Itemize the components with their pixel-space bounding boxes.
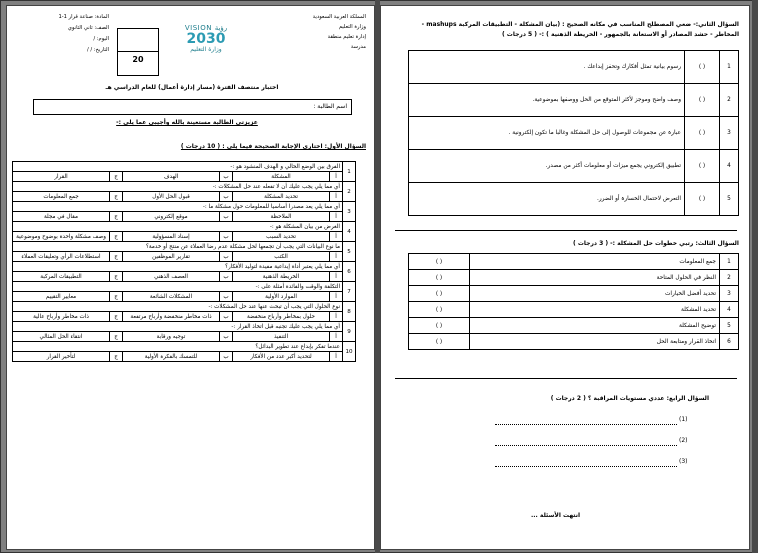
q3-item-text: تحديد المشكلة <box>470 302 720 318</box>
header-left-line: المادة: صناعة قرار 1-1 <box>58 14 109 20</box>
q1-option-letter: ج <box>110 172 123 182</box>
q1-option-letter: ج <box>110 232 123 242</box>
q1-option-letter: أ <box>330 252 343 262</box>
q1-option-letter: أ <box>330 272 343 282</box>
q1-options-row <box>13 172 356 182</box>
q1-option-letter: ج <box>110 332 123 342</box>
q3-item-text: النظر في الحلول المتاحة <box>470 270 720 286</box>
q1-item-number: 10 <box>343 342 356 362</box>
q1-option[interactable]: القرار <box>13 172 110 182</box>
q2-row <box>409 183 739 216</box>
q1-item-stem: الفرق بين الوضع الحالي و الهدف المنشود هو :- <box>13 162 343 172</box>
q1-options-row <box>13 332 356 342</box>
score-box <box>117 28 159 76</box>
q1-option[interactable]: توجيه ورقابة <box>123 332 220 342</box>
q1-option[interactable]: للتمسك بالفكرة الأولية <box>123 352 220 362</box>
header-right-line: إدارة تعليم منطقة <box>327 34 366 40</box>
q1-option-letter: ج <box>110 292 123 302</box>
q3-item-number: 5 <box>720 318 739 334</box>
header-right-block <box>313 12 366 52</box>
q3-item-number: 6 <box>720 334 739 350</box>
q1-option-letter: ب <box>220 332 233 342</box>
q1-option-letter: أ <box>330 352 343 362</box>
q1-option-letter: أ <box>330 332 343 342</box>
q3-item-text: جمع المعلومات <box>470 254 720 270</box>
student-name-box <box>33 99 352 115</box>
q1-option-letter: ب <box>220 252 233 262</box>
q2-answer-blank[interactable]: ( ) <box>685 84 720 117</box>
q1-option-letter: ب <box>220 272 233 282</box>
q1-item-number: 7 <box>343 282 356 302</box>
q1-option-letter: أ <box>330 192 343 202</box>
q2-title <box>422 20 739 40</box>
q1-options-row <box>13 252 356 262</box>
q1-option[interactable]: ذات مخاطر وأرباح عالية <box>13 312 110 322</box>
q1-item-stem: التكلفة والوقت والفائدة أمثلة على :- <box>13 282 343 292</box>
divider <box>395 378 737 379</box>
q1-options-row <box>13 352 356 362</box>
header-left-line: التاريخ: / / <box>86 47 109 53</box>
q1-stem-row <box>13 322 356 332</box>
q3-item-number: 1 <box>720 254 739 270</box>
q1-item-number: 5 <box>343 242 356 262</box>
q1-option[interactable]: المشكلات الشائعة <box>123 292 220 302</box>
q1-item-number: 4 <box>343 222 356 242</box>
q1-stem-row <box>13 282 356 292</box>
header-right-line: وزارة التعليم <box>338 24 366 30</box>
q1-option[interactable]: ذات مخاطر منخفضة وأرباح مرتفعة <box>123 312 220 322</box>
q2-item-text: تطبيق إلكتروني يجمع ميزات أو معلومات أكثر من مصدر. <box>409 150 685 183</box>
student-name-label: اسم الطالبة : <box>313 103 347 110</box>
q1-option[interactable]: موقع إلكتروني <box>123 212 220 222</box>
q1-item-stem: أي مما يلي يجب عليك تجنبه قبل اتخاذ القرار :- <box>13 322 343 332</box>
q1-option-letter: ب <box>220 172 233 182</box>
q4-line-number: (1) <box>679 416 688 423</box>
q1-item-stem: أي مما يلي يعد مصدرا أساسيا للمعلومات حول مشكلة ما :- <box>13 202 343 212</box>
q1-stem-row <box>13 242 356 252</box>
q3-table <box>408 253 739 350</box>
q2-item-number: 5 <box>720 183 739 216</box>
q1-option[interactable]: العصف الذهني <box>123 272 220 282</box>
q1-option-letter: ج <box>110 192 123 202</box>
q2-item-number: 2 <box>720 84 739 117</box>
q1-stem-row <box>13 162 356 172</box>
q1-option-letter: ج <box>110 352 123 362</box>
q2-title-line2: المخاطر - حشد المصادر أو الاستعانة بالجمهور - الخريطة الذهنية ) :- ( 5 درجات ) <box>501 31 739 38</box>
vision-2030-logo <box>177 24 235 70</box>
q1-option-letter: ب <box>220 212 233 222</box>
q1-option-letter: ج <box>110 272 123 282</box>
q1-option[interactable]: مقال في مجلة <box>13 212 110 222</box>
q1-option-letter: ب <box>220 292 233 302</box>
q3-row <box>409 302 739 318</box>
q1-option[interactable]: الملاحظة <box>233 212 330 222</box>
q3-row <box>409 270 739 286</box>
q2-item-text: التعرض لاحتمال الخسارة أو الضرر. <box>409 183 685 216</box>
q1-table <box>12 161 356 362</box>
q3-item-text: اتخاذ القرار ومتابعة الحل <box>470 334 720 350</box>
q1-option-letter: أ <box>330 172 343 182</box>
q2-item-text: وصف واضح وموجز لأكثر المتوقع من الحل ووصفها بموضوعية. <box>409 84 685 117</box>
q1-option-letter: ب <box>220 352 233 362</box>
q2-item-number: 4 <box>720 150 739 183</box>
q2-row <box>409 117 739 150</box>
q1-option-letter: ج <box>110 252 123 262</box>
q1-option[interactable]: الهدف <box>123 172 220 182</box>
q1-option[interactable]: لتحديد أكبر عدد من الأفكار <box>233 352 330 362</box>
exam-title: اختبار منتصف الفترة (مسار إدارة أعمال) للعام الدراسي هـ <box>105 84 279 91</box>
q2-row <box>409 51 739 84</box>
logo-vision-text: VISION رؤية <box>184 24 228 32</box>
q3-item-text: تحديد أفضل الخيارات <box>470 286 720 302</box>
q1-option-letter: ج <box>110 312 123 322</box>
q1-option-letter: ب <box>220 232 233 242</box>
q1-option[interactable]: لتأخير القرار <box>13 352 110 362</box>
logo-ministry-text: وزارة التعليم <box>190 46 222 53</box>
q3-order-blank[interactable]: ( ) <box>409 318 470 334</box>
header-left-line: الصف: ثاني الثانوي <box>67 25 109 31</box>
q1-options-row <box>13 272 356 282</box>
exam-page-1 <box>6 5 375 550</box>
q1-option[interactable]: الكتب <box>233 252 330 262</box>
q1-stem-row <box>13 342 356 352</box>
q2-answer-blank[interactable]: ( ) <box>685 183 720 216</box>
q3-order-blank[interactable]: ( ) <box>409 286 470 302</box>
q2-row <box>409 150 739 183</box>
q1-option-letter: ج <box>110 212 123 222</box>
q1-item-number: 9 <box>343 322 356 342</box>
q1-item-number: 3 <box>343 202 356 222</box>
q1-option[interactable]: وصف مشكلة واحدة بوضوح وموضوعية <box>13 232 110 242</box>
q3-item-number: 3 <box>720 286 739 302</box>
q1-item-stem: أي مما يلي يعتبر أداة إبداعية مفيدة لتوليد الأفكار؟ <box>13 262 343 272</box>
q1-option-letter: أ <box>330 312 343 322</box>
q3-order-blank[interactable]: ( ) <box>409 302 470 318</box>
q1-item-stem: نوع الحلول التي يجب أن تبحث عنها عند حل المشكلات :- <box>13 302 343 312</box>
q1-item-stem: ما نوع البيانات التي يجب أن تجمعها لحل مشكلة عدم رضا العملاء عن منتج أو خدمة؟ <box>13 242 343 252</box>
q1-title <box>181 143 366 150</box>
q1-option-letter: أ <box>330 292 343 302</box>
q1-option[interactable]: الموارد الأولية <box>233 292 330 302</box>
q3-row <box>409 254 739 270</box>
q1-stem-row <box>13 302 356 312</box>
q1-options-row <box>13 292 356 302</box>
q4-answer-line <box>495 424 677 425</box>
q1-item-number: 1 <box>343 162 356 182</box>
q2-item-text: عبارة عن مجموعات للوصول إلى حل المشكلة وغالبا ما تكون إلكترونية . <box>409 117 685 150</box>
q1-options-row <box>13 232 356 242</box>
q1-item-number: 8 <box>343 302 356 322</box>
q1-option[interactable]: جمع المعلومات <box>13 192 110 202</box>
q1-option-letter: أ <box>330 212 343 222</box>
right-edge <box>752 0 758 553</box>
q1-item-stem: أي مما يلي يجب عليك أن لا تفعله عند حل المشكلات :- <box>13 182 343 192</box>
q2-item-number: 1 <box>720 51 739 84</box>
q1-option-letter: ب <box>220 192 233 202</box>
q1-option[interactable]: المشكلة <box>233 172 330 182</box>
divider <box>395 230 737 231</box>
q1-item-number: 2 <box>343 182 356 202</box>
header-right-line: المملكة العربية السعودية <box>312 14 366 20</box>
q3-row <box>409 286 739 302</box>
q1-option-letter: أ <box>330 232 343 242</box>
q1-title-text: السؤال الأول: اختاري الإجابة الصحيحة فيما يلي : ( 10 درجات ) <box>180 143 366 150</box>
q1-option[interactable]: التنفيذ <box>233 332 330 342</box>
q2-answer-blank[interactable]: ( ) <box>685 150 720 183</box>
q2-answer-blank[interactable]: ( ) <box>685 117 720 150</box>
q1-option[interactable]: تحديد المشكلة <box>233 192 330 202</box>
q4-line-number: (3) <box>679 458 688 465</box>
q1-options-row <box>13 312 356 322</box>
q1-item-stem: عندما تفكر بإبداع عند تطوير البدائل؟ <box>13 342 343 352</box>
q4-answer-line <box>495 466 677 467</box>
greeting: عزيزتي الطالبة مستعينة بالله وأجيبي عما يلي :- <box>116 119 258 126</box>
q1-option[interactable]: استطلاعات الرأي وتعليقات العملاء <box>13 252 110 262</box>
exam-page-2 <box>380 5 750 550</box>
q1-stem-row <box>13 262 356 272</box>
q2-title-line1: السؤال الثاني:- ضعي المصطلح المناسب في مكانه الصحيح : (بيان المشكلة - التطبيقات المركبة mashups - <box>421 21 739 28</box>
q3-item-number: 2 <box>720 270 739 286</box>
q2-table <box>408 50 739 216</box>
header-left-block <box>17 12 109 56</box>
q3-order-blank[interactable]: ( ) <box>409 270 470 286</box>
q2-item-number: 3 <box>720 117 739 150</box>
q1-option[interactable]: إسناد المسؤولية <box>123 232 220 242</box>
logo-year-text: 2030 <box>186 31 226 47</box>
q1-option[interactable]: قبول الحل الأول <box>123 192 220 202</box>
q3-row <box>409 334 739 350</box>
header-right-line: مدرسة <box>350 44 366 50</box>
q3-item-text: توضيح المشكلة <box>470 318 720 334</box>
q1-stem-row <box>13 182 356 192</box>
q2-row <box>409 84 739 117</box>
q3-row <box>409 318 739 334</box>
header-left-line: اليوم: / <box>93 36 109 42</box>
q4-answer-line <box>495 445 677 446</box>
q2-item-text: رسوم بيانية تمثل أفكارك وتحفز إبداعك . <box>409 51 685 84</box>
q4-title: السؤال الرابع: عددي مستويات المراقبة ؟ ( 2 درجات ) <box>550 395 709 402</box>
q2-answer-blank[interactable]: ( ) <box>685 51 720 84</box>
q3-title: السؤال الثالث: رتبي خطوات حل المشكلة :- ( 3 درجات ) <box>573 240 739 247</box>
q1-item-number: 6 <box>343 262 356 282</box>
q1-item-stem: الغرض من بيان المشكلة هو :- <box>13 222 343 232</box>
q1-stem-row <box>13 222 356 232</box>
q1-options-row <box>13 212 356 222</box>
score-value: 20 <box>132 55 144 64</box>
q1-options-row <box>13 192 356 202</box>
q1-option-letter: ب <box>220 312 233 322</box>
q1-option[interactable]: التطبيقات المركبة <box>13 272 110 282</box>
q4-line-number: (2) <box>679 437 688 444</box>
end-of-questions: انتهت الأسئلة ... <box>531 512 581 519</box>
q1-option[interactable]: انتقاء الحل المثالي <box>13 332 110 342</box>
q1-option[interactable]: تقارير الموظفين <box>123 252 220 262</box>
q1-option[interactable]: تحديد السبب <box>233 232 330 242</box>
q1-option[interactable]: حلول بمخاطر وأرباح منخفضة <box>233 312 330 322</box>
q1-stem-row <box>13 202 356 212</box>
q3-order-blank[interactable]: ( ) <box>409 254 470 270</box>
q3-order-blank[interactable]: ( ) <box>409 334 470 350</box>
q1-option[interactable]: معايير التقييم <box>13 292 110 302</box>
q1-option[interactable]: الخريطة الذهنية <box>233 272 330 282</box>
q3-item-number: 4 <box>720 302 739 318</box>
